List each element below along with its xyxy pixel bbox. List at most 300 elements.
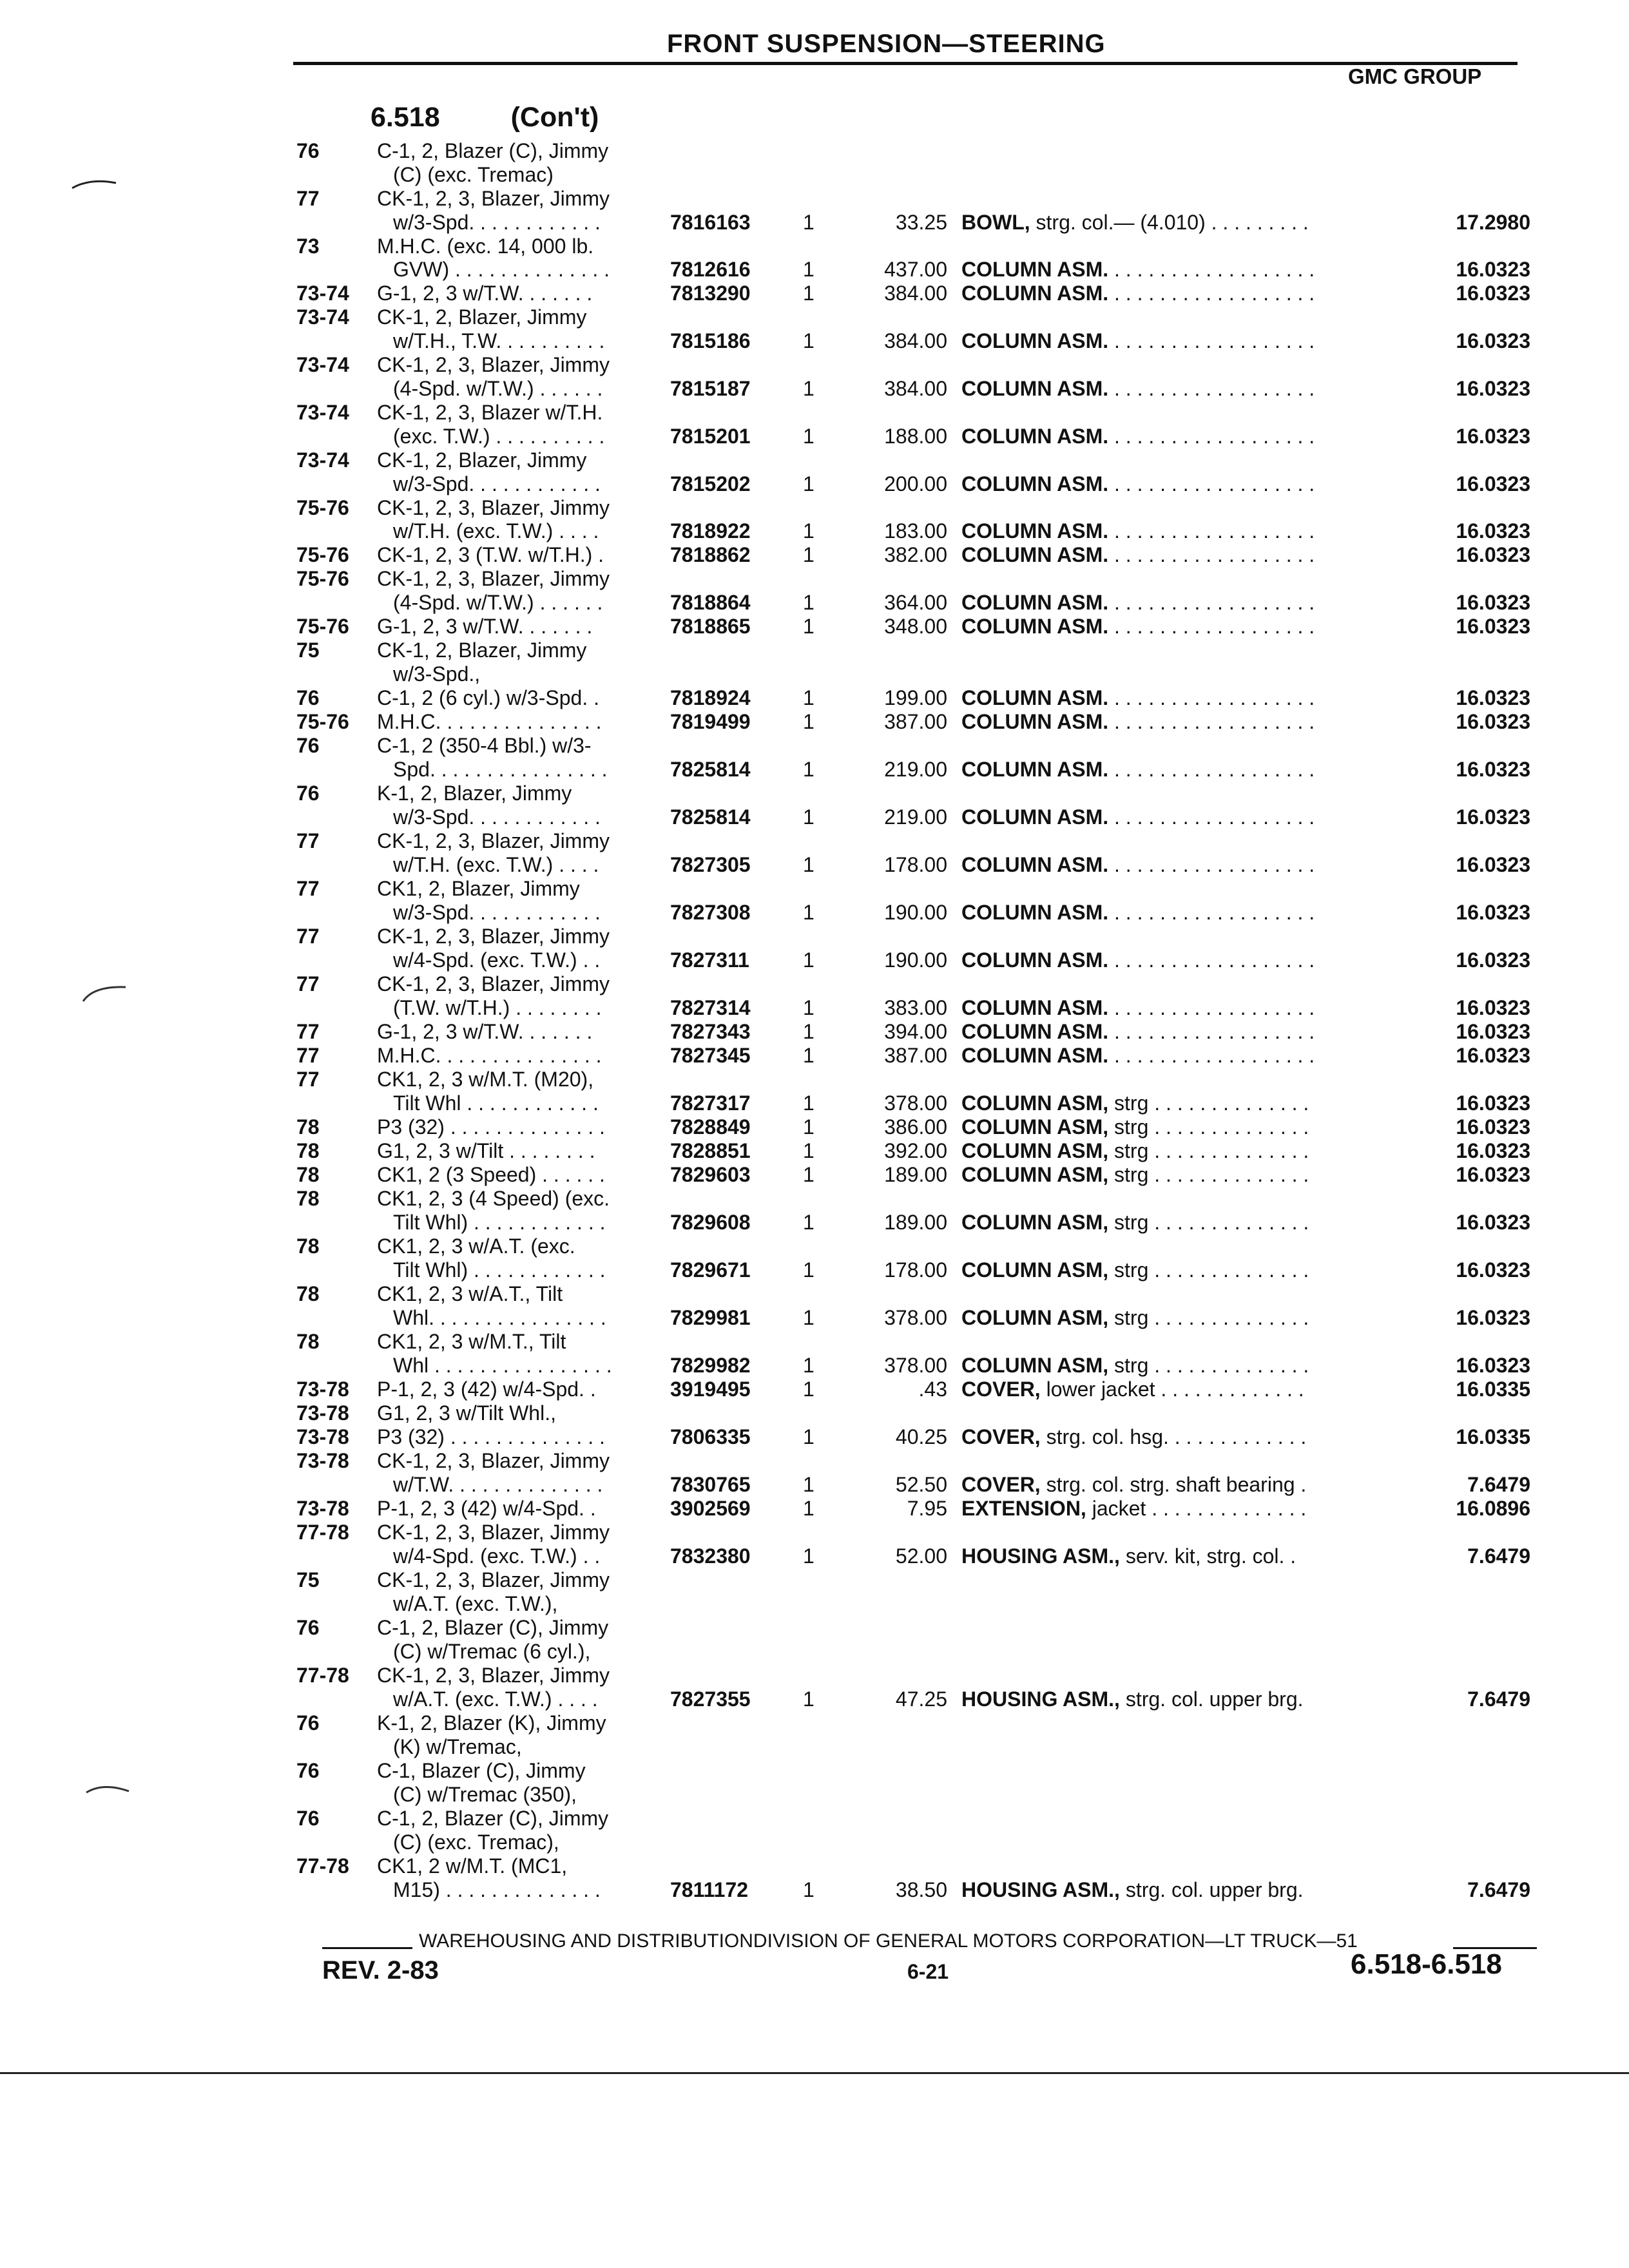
part-number: 7830765 bbox=[670, 1473, 751, 1496]
table-row bbox=[0, 163, 1629, 186]
table-row bbox=[0, 1282, 1629, 1305]
application: P3 (32) . . . . . . . . . . . . . . bbox=[377, 1425, 605, 1448]
quantity: 1 bbox=[803, 1091, 815, 1115]
price: 199.00 bbox=[884, 686, 947, 709]
part-number: 7815187 bbox=[670, 377, 751, 400]
model-year: 75 bbox=[296, 1568, 320, 1591]
table-row bbox=[0, 1473, 1629, 1496]
model-year: 78 bbox=[296, 1330, 320, 1353]
application: M.H.C. . . . . . . . . . . . . . . bbox=[377, 1044, 602, 1067]
description-name: COLUMN ASM. bbox=[961, 805, 1109, 829]
quantity: 1 bbox=[803, 1211, 815, 1234]
description-detail: strg . . . . . . . . . . . . . . bbox=[1108, 1163, 1309, 1186]
application: CK1, 2 w/M.T. (MC1, bbox=[377, 1854, 568, 1878]
table-row bbox=[0, 1568, 1629, 1591]
part-number: 7829608 bbox=[670, 1211, 751, 1234]
table-row bbox=[0, 734, 1629, 757]
description-name: COLUMN ASM. bbox=[961, 258, 1109, 281]
application: C-1, 2 (350-4 Bbl.) w/3- bbox=[377, 734, 592, 757]
description-detail: . . . . . . . . . . . . . . . . . . bbox=[1108, 282, 1315, 305]
quantity: 1 bbox=[803, 1020, 815, 1043]
model-year: 76 bbox=[296, 1711, 320, 1735]
table-row bbox=[0, 448, 1629, 472]
model-year: 77 bbox=[296, 877, 320, 900]
model-year: 76 bbox=[296, 139, 320, 162]
quantity: 1 bbox=[803, 258, 815, 281]
description bbox=[961, 1878, 1304, 1902]
model-year: 78 bbox=[296, 1115, 320, 1139]
table-row bbox=[0, 1425, 1629, 1448]
quantity: 1 bbox=[803, 1115, 815, 1139]
model-year: 76 bbox=[296, 734, 320, 757]
table-row bbox=[0, 353, 1629, 376]
table-row bbox=[0, 1687, 1629, 1711]
scan-mark-icon bbox=[71, 174, 122, 193]
group-number: 16.0323 bbox=[1456, 1211, 1530, 1234]
description bbox=[961, 901, 1315, 925]
description-name: COLUMN ASM, bbox=[961, 1163, 1109, 1186]
group-number: 16.0323 bbox=[1456, 425, 1530, 448]
part-number: 7827314 bbox=[670, 996, 751, 1019]
part-number: 7832380 bbox=[670, 1544, 751, 1568]
part-number: 7815201 bbox=[670, 425, 751, 448]
description-detail: strg . . . . . . . . . . . . . . bbox=[1108, 1258, 1309, 1282]
price: 383.00 bbox=[884, 996, 947, 1019]
table-row bbox=[0, 686, 1629, 709]
application: w/T.H., T.W. . . . . . . . . . bbox=[393, 329, 605, 352]
part-number: 7829603 bbox=[670, 1163, 751, 1186]
group-number: 16.0323 bbox=[1456, 282, 1530, 305]
description-name: COVER, bbox=[961, 1425, 1041, 1448]
part-number: 7827305 bbox=[670, 853, 751, 876]
description bbox=[961, 1473, 1306, 1497]
description-detail: . . . . . . . . . . . . . . . . . . bbox=[1108, 686, 1315, 709]
model-year: 77-78 bbox=[296, 1664, 349, 1687]
group-number: 16.0323 bbox=[1456, 377, 1530, 400]
model-year: 75 bbox=[296, 639, 320, 662]
application: CK-1, 2, 3, Blazer, Jimmy bbox=[377, 1568, 610, 1591]
quantity: 1 bbox=[803, 472, 815, 495]
part-number: 3902569 bbox=[670, 1497, 751, 1520]
price: 190.00 bbox=[884, 948, 947, 972]
part-number: 7811172 bbox=[670, 1878, 749, 1901]
table-row bbox=[0, 662, 1629, 686]
description bbox=[961, 1544, 1296, 1568]
application: CK1, 2, Blazer, Jimmy bbox=[377, 877, 580, 900]
table-row bbox=[0, 305, 1629, 329]
group-number: 16.0323 bbox=[1456, 1091, 1530, 1115]
application: (C) (exc. Tremac) bbox=[393, 163, 554, 186]
page-bottom-rule bbox=[0, 2072, 1629, 2074]
table-row bbox=[0, 1091, 1629, 1115]
description bbox=[961, 472, 1315, 496]
model-year: 76 bbox=[296, 1759, 320, 1782]
description-detail: strg . . . . . . . . . . . . . . bbox=[1108, 1139, 1309, 1162]
model-year: 78 bbox=[296, 1139, 320, 1162]
page-number: 6-21 bbox=[907, 1960, 949, 1983]
description bbox=[961, 425, 1315, 448]
table-row bbox=[0, 1878, 1629, 1901]
description bbox=[961, 1211, 1309, 1235]
group-number: 16.0323 bbox=[1456, 591, 1530, 614]
price: 382.00 bbox=[884, 543, 947, 566]
quantity: 1 bbox=[803, 710, 815, 733]
part-number: 7827345 bbox=[670, 1044, 751, 1067]
price: 7.95 bbox=[907, 1497, 947, 1520]
group-number: 16.0323 bbox=[1456, 710, 1530, 733]
application: (4-Spd. w/T.W.) . . . . . . bbox=[393, 591, 603, 614]
price: 38.50 bbox=[895, 1878, 947, 1901]
description-name: COLUMN ASM, bbox=[961, 1211, 1109, 1234]
revision-label: REV. 2-83 bbox=[322, 1956, 439, 1984]
group-number: 16.0323 bbox=[1456, 615, 1530, 638]
application: (C) w/Tremac (350), bbox=[393, 1783, 577, 1806]
application: C-1, 2, Blazer (C), Jimmy bbox=[377, 1807, 609, 1830]
part-number: 7812616 bbox=[670, 258, 751, 281]
application: w/A.T. (exc. T.W.), bbox=[393, 1592, 558, 1615]
application: Spd. . . . . . . . . . . . . . . . bbox=[393, 758, 608, 781]
application: GVW) . . . . . . . . . . . . . . bbox=[393, 258, 610, 281]
group-number: 7.6479 bbox=[1467, 1473, 1530, 1496]
price: 40.25 bbox=[895, 1425, 947, 1448]
table-row bbox=[0, 1258, 1629, 1282]
description bbox=[961, 282, 1315, 305]
application: CK1, 2, 3 w/M.T., Tilt bbox=[377, 1330, 566, 1353]
table-row bbox=[0, 1711, 1629, 1735]
application: w/3-Spd. . . . . . . . . . . . bbox=[393, 805, 601, 829]
application: (C) (exc. Tremac), bbox=[393, 1831, 559, 1854]
price: 378.00 bbox=[884, 1354, 947, 1377]
price: 364.00 bbox=[884, 591, 947, 614]
quantity: 1 bbox=[803, 1258, 815, 1282]
description-name: COLUMN ASM. bbox=[961, 615, 1109, 638]
description-name: BOWL, bbox=[961, 211, 1030, 234]
table-row bbox=[0, 805, 1629, 829]
application: G-1, 2, 3 w/T.W. . . . . . . bbox=[377, 282, 593, 305]
description bbox=[961, 519, 1315, 543]
quantity: 1 bbox=[803, 1378, 815, 1401]
table-row bbox=[0, 1592, 1629, 1615]
table-row bbox=[0, 1306, 1629, 1329]
description bbox=[961, 1020, 1315, 1044]
model-year: 75-76 bbox=[296, 567, 349, 590]
group-number: 7.6479 bbox=[1467, 1544, 1530, 1568]
model-year: 77 bbox=[296, 1020, 320, 1043]
model-year: 78 bbox=[296, 1282, 320, 1305]
description-name: COLUMN ASM. bbox=[961, 591, 1109, 614]
application: P-1, 2, 3 (42) w/4-Spd. . bbox=[377, 1378, 596, 1401]
table-row bbox=[0, 1401, 1629, 1425]
description-name: COLUMN ASM. bbox=[961, 329, 1109, 352]
quantity: 1 bbox=[803, 805, 815, 829]
application: CK-1, 2, 3, Blazer, Jimmy bbox=[377, 925, 610, 948]
model-year: 73 bbox=[296, 235, 320, 258]
description bbox=[961, 1354, 1309, 1378]
model-year: 77-78 bbox=[296, 1854, 349, 1878]
application: C-1, 2, Blazer (C), Jimmy bbox=[377, 139, 609, 162]
description-name: COLUMN ASM, bbox=[961, 1139, 1109, 1162]
application: CK1, 2, 3 w/A.T. (exc. bbox=[377, 1235, 575, 1258]
description-detail: . . . . . . . . . . . . . . . . . . bbox=[1108, 996, 1315, 1019]
table-row bbox=[0, 996, 1629, 1019]
description-detail: strg. col. upper brg. bbox=[1119, 1687, 1304, 1711]
application: G-1, 2, 3 w/T.W. . . . . . . bbox=[377, 1020, 593, 1043]
description-detail: . . . . . . . . . . . . . . . . . . bbox=[1108, 258, 1315, 281]
price: 33.25 bbox=[895, 211, 947, 234]
description bbox=[961, 211, 1309, 235]
description bbox=[961, 543, 1315, 567]
table-row bbox=[0, 1616, 1629, 1639]
part-number: 7829981 bbox=[670, 1306, 751, 1329]
description bbox=[961, 1687, 1304, 1711]
part-number: 7815202 bbox=[670, 472, 751, 495]
application: w/3-Spd. . . . . . . . . . . . bbox=[393, 211, 601, 234]
part-number: 7815186 bbox=[670, 329, 751, 352]
description-name: COLUMN ASM. bbox=[961, 996, 1109, 1019]
group-number: 16.0323 bbox=[1456, 805, 1530, 829]
page-title: FRONT SUSPENSION—STEERING bbox=[667, 30, 1106, 58]
application: w/3-Spd., bbox=[393, 662, 481, 686]
application: Tilt Whl) . . . . . . . . . . . . bbox=[393, 1211, 606, 1234]
quantity: 1 bbox=[803, 1306, 815, 1329]
description-detail: lower jacket . . . . . . . . . . . . . bbox=[1040, 1378, 1304, 1401]
model-year: 73-74 bbox=[296, 305, 349, 329]
part-number: 7828849 bbox=[670, 1115, 751, 1139]
application: w/3-Spd. . . . . . . . . . . . bbox=[393, 901, 601, 924]
group-number: 16.0323 bbox=[1456, 901, 1530, 924]
model-year: 78 bbox=[296, 1187, 320, 1210]
application: G-1, 2, 3 w/T.W. . . . . . . bbox=[377, 615, 593, 638]
table-row bbox=[0, 567, 1629, 590]
group-number: 16.0335 bbox=[1456, 1378, 1530, 1401]
description bbox=[961, 710, 1315, 734]
model-year: 76 bbox=[296, 782, 320, 805]
application: Whl . . . . . . . . . . . . . . . . bbox=[393, 1354, 612, 1377]
quantity: 1 bbox=[803, 615, 815, 638]
description-detail: strg . . . . . . . . . . . . . . bbox=[1108, 1354, 1309, 1377]
part-number: 7818865 bbox=[670, 615, 751, 638]
title-rule bbox=[293, 62, 1518, 65]
quantity: 1 bbox=[803, 425, 815, 448]
group-label: GMC GROUP bbox=[1348, 64, 1482, 88]
table-row bbox=[0, 472, 1629, 495]
group-number: 16.0323 bbox=[1456, 853, 1530, 876]
application: Tilt Whl . . . . . . . . . . . . bbox=[393, 1091, 599, 1115]
description bbox=[961, 996, 1315, 1020]
part-number: 7816163 bbox=[670, 211, 751, 234]
footer-text: WAREHOUSING AND DISTRIBUTIONDIVISION OF GENERAL MOTORS CORPORATION—LT TRUCK—51 bbox=[419, 1930, 1358, 1952]
description-detail: strg. col.— (4.010) . . . . . . . . . bbox=[1030, 211, 1309, 234]
table-row bbox=[0, 710, 1629, 733]
quantity: 1 bbox=[803, 1544, 815, 1568]
description-name: HOUSING ASM., bbox=[961, 1687, 1120, 1711]
price: 219.00 bbox=[884, 758, 947, 781]
group-number: 16.0323 bbox=[1456, 686, 1530, 709]
application: w/4-Spd. (exc. T.W.) . . bbox=[393, 948, 601, 972]
part-number: 7827343 bbox=[670, 1020, 751, 1043]
description-name: COVER, bbox=[961, 1473, 1041, 1496]
description-detail: . . . . . . . . . . . . . . . . . . bbox=[1108, 591, 1315, 614]
group-number: 16.0323 bbox=[1456, 472, 1530, 495]
quantity: 1 bbox=[803, 1687, 815, 1711]
quantity: 1 bbox=[803, 519, 815, 543]
description bbox=[961, 1163, 1309, 1187]
model-year: 73-78 bbox=[296, 1401, 349, 1425]
application: CK-1, 2, 3, Blazer, Jimmy bbox=[377, 496, 610, 519]
price: 394.00 bbox=[884, 1020, 947, 1043]
application: CK1, 2, 3 w/A.T., Tilt bbox=[377, 1282, 563, 1305]
description-name: COLUMN ASM. bbox=[961, 519, 1109, 543]
description-detail: . . . . . . . . . . . . . . . . . . bbox=[1108, 1044, 1315, 1067]
application: CK-1, 2, 3, Blazer, Jimmy bbox=[377, 1664, 610, 1687]
application: CK-1, 2, Blazer, Jimmy bbox=[377, 448, 587, 472]
table-row bbox=[0, 496, 1629, 519]
quantity: 1 bbox=[803, 1139, 815, 1162]
application: P3 (32) . . . . . . . . . . . . . . bbox=[377, 1115, 605, 1139]
description-detail: strg . . . . . . . . . . . . . . bbox=[1108, 1306, 1309, 1329]
model-year: 77 bbox=[296, 925, 320, 948]
table-row bbox=[0, 853, 1629, 876]
table-row bbox=[0, 948, 1629, 972]
description bbox=[961, 1258, 1309, 1282]
description-name: COLUMN ASM, bbox=[961, 1115, 1109, 1139]
quantity: 1 bbox=[803, 1497, 815, 1520]
part-number: 7829982 bbox=[670, 1354, 751, 1377]
model-year: 75-76 bbox=[296, 496, 349, 519]
quantity: 1 bbox=[803, 1473, 815, 1496]
application: CK-1, 2, 3, Blazer, Jimmy bbox=[377, 829, 610, 852]
description bbox=[961, 853, 1315, 877]
price: 189.00 bbox=[884, 1163, 947, 1186]
description bbox=[961, 377, 1315, 401]
model-year: 76 bbox=[296, 1616, 320, 1639]
description bbox=[961, 805, 1315, 829]
part-number: 7818924 bbox=[670, 686, 751, 709]
description bbox=[961, 329, 1315, 353]
model-year: 76 bbox=[296, 686, 320, 709]
group-number: 16.0323 bbox=[1456, 1163, 1530, 1186]
price: 378.00 bbox=[884, 1306, 947, 1329]
quantity: 1 bbox=[803, 282, 815, 305]
part-number: 7818864 bbox=[670, 591, 751, 614]
table-row bbox=[0, 972, 1629, 995]
group-number: 16.0323 bbox=[1456, 1354, 1530, 1377]
part-number: 7829671 bbox=[670, 1258, 751, 1282]
price: 384.00 bbox=[884, 377, 947, 400]
description-detail: strg . . . . . . . . . . . . . . bbox=[1108, 1211, 1309, 1234]
model-year: 75-76 bbox=[296, 710, 349, 733]
description-name: COLUMN ASM. bbox=[961, 472, 1109, 495]
model-year: 78 bbox=[296, 1163, 320, 1186]
model-year: 77-78 bbox=[296, 1521, 349, 1544]
section-continued: (Con't) bbox=[510, 102, 599, 133]
description-name: COLUMN ASM. bbox=[961, 853, 1109, 876]
description bbox=[961, 948, 1315, 972]
application: CK-1, 2, 3, Blazer, Jimmy bbox=[377, 972, 610, 995]
application: CK-1, 2, 3, Blazer w/T.H. bbox=[377, 401, 603, 424]
price: 384.00 bbox=[884, 282, 947, 305]
quantity: 1 bbox=[803, 948, 815, 972]
group-number: 16.0323 bbox=[1456, 1139, 1530, 1162]
group-number: 16.0323 bbox=[1456, 1258, 1530, 1282]
model-year: 73-74 bbox=[296, 448, 349, 472]
application: Tilt Whl) . . . . . . . . . . . . bbox=[393, 1258, 606, 1282]
price: 392.00 bbox=[884, 1139, 947, 1162]
group-number: 16.0323 bbox=[1456, 329, 1530, 352]
description-detail: . . . . . . . . . . . . . . . . . . bbox=[1108, 519, 1315, 543]
table-row bbox=[0, 543, 1629, 566]
price: 188.00 bbox=[884, 425, 947, 448]
description-detail: . . . . . . . . . . . . . . . . . . bbox=[1108, 805, 1315, 829]
description-name: COLUMN ASM. bbox=[961, 425, 1109, 448]
description-name: COLUMN ASM, bbox=[961, 1258, 1109, 1282]
application: M15) . . . . . . . . . . . . . . bbox=[393, 1878, 601, 1901]
part-number: 7819499 bbox=[670, 710, 751, 733]
part-number: 7818862 bbox=[670, 543, 751, 566]
application: K-1, 2, Blazer, Jimmy bbox=[377, 782, 572, 805]
description-name: COLUMN ASM, bbox=[961, 1354, 1109, 1377]
model-year: 73-78 bbox=[296, 1497, 349, 1520]
quantity: 1 bbox=[803, 996, 815, 1019]
description-name: COLUMN ASM. bbox=[961, 710, 1109, 733]
quantity: 1 bbox=[803, 329, 815, 352]
description-detail: jacket . . . . . . . . . . . . . . bbox=[1086, 1497, 1307, 1520]
part-number: 7825814 bbox=[670, 805, 751, 829]
price: 387.00 bbox=[884, 1044, 947, 1067]
model-year: 73-74 bbox=[296, 353, 349, 376]
model-year: 73-74 bbox=[296, 401, 349, 424]
quantity: 1 bbox=[803, 853, 815, 876]
model-year: 77 bbox=[296, 972, 320, 995]
group-number: 7.6479 bbox=[1467, 1687, 1530, 1711]
quantity: 1 bbox=[803, 686, 815, 709]
part-number: 3919495 bbox=[670, 1378, 751, 1401]
table-row bbox=[0, 519, 1629, 543]
application: w/T.W. . . . . . . . . . . . . . bbox=[393, 1473, 603, 1496]
model-year: 77 bbox=[296, 1044, 320, 1067]
application: (exc. T.W.) . . . . . . . . . . bbox=[393, 425, 605, 448]
scan-mark-icon bbox=[84, 1778, 135, 1798]
description-detail: . . . . . . . . . . . . . . . . . . bbox=[1108, 758, 1315, 781]
part-number: 7827308 bbox=[670, 901, 751, 924]
description bbox=[961, 1115, 1309, 1139]
price: .43 bbox=[918, 1378, 947, 1401]
application: CK-1, 2, 3, Blazer, Jimmy bbox=[377, 187, 610, 210]
description bbox=[961, 258, 1315, 282]
description bbox=[961, 1091, 1309, 1115]
price: 52.50 bbox=[895, 1473, 947, 1496]
description-detail: . . . . . . . . . . . . . . . . . . bbox=[1108, 901, 1315, 924]
quantity: 1 bbox=[803, 1163, 815, 1186]
description-name: COLUMN ASM, bbox=[961, 1091, 1109, 1115]
table-row bbox=[0, 1163, 1629, 1186]
application: Whl. . . . . . . . . . . . . . . . bbox=[393, 1306, 606, 1329]
model-year: 73-78 bbox=[296, 1378, 349, 1401]
quantity: 1 bbox=[803, 377, 815, 400]
table-row bbox=[0, 1449, 1629, 1472]
description-detail: serv. kit, strg. col. . bbox=[1119, 1544, 1296, 1568]
description bbox=[961, 1425, 1306, 1449]
table-row bbox=[0, 1759, 1629, 1782]
group-number: 16.0323 bbox=[1456, 1115, 1530, 1139]
description-name: COLUMN ASM. bbox=[961, 282, 1109, 305]
model-year: 77 bbox=[296, 187, 320, 210]
application: C-1, 2, Blazer (C), Jimmy bbox=[377, 1616, 609, 1639]
description-name: COLUMN ASM. bbox=[961, 948, 1109, 972]
group-number: 16.0323 bbox=[1456, 543, 1530, 566]
scan-mark-icon bbox=[81, 979, 132, 1005]
group-number: 16.0323 bbox=[1456, 1306, 1530, 1329]
